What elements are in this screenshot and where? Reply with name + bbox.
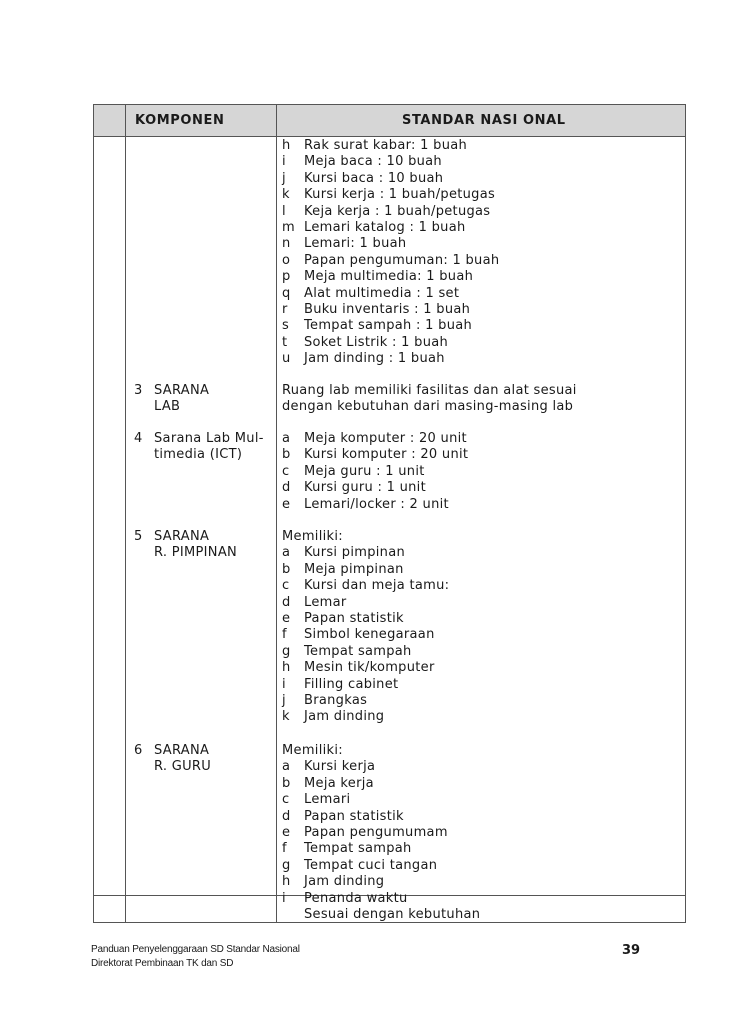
list-item: i Penanda waktu <box>282 890 408 906</box>
list-item: d Lemar <box>282 594 347 610</box>
column-divider <box>276 104 277 923</box>
list-item: i Meja baca : 10 buah <box>282 154 442 170</box>
list-item: c Meja guru : 1 unit <box>282 463 425 479</box>
list-item: n Lemari: 1 buah <box>282 236 407 252</box>
list-item: b Meja kerja <box>282 775 374 791</box>
list-item: r Buku inventaris : 1 buah <box>282 301 471 317</box>
section-component: SARANA R. PIMPINAN <box>154 529 238 561</box>
list-item: d Papan statistik <box>282 808 404 824</box>
list-item: f Tempat sampah <box>282 841 412 857</box>
section-number: 6 <box>134 743 143 758</box>
header-standar-nasional: STANDAR NASI ONAL <box>402 113 566 128</box>
page-number: 39 <box>622 943 641 958</box>
section-component: SARANA LAB <box>154 383 210 415</box>
list-item: a Kursi pimpinan <box>282 545 406 561</box>
list-item: a Kursi kerja <box>282 759 376 775</box>
list-item: f Simbol kenegaraan <box>282 627 435 643</box>
continued-item-list <box>282 138 499 367</box>
list-item: c Kursi dan meja tamu: <box>282 578 450 594</box>
list-item: k Kursi kerja : 1 buah/petugas <box>282 187 496 203</box>
list-item: j Kursi baca : 10 buah <box>282 170 444 186</box>
list-item: i Filling cabinet <box>282 676 399 692</box>
list-item: c Lemari <box>282 792 351 808</box>
list-item: p Meja multimedia: 1 buah <box>282 269 474 285</box>
list-item: o Papan pengumuman: 1 buah <box>282 252 500 268</box>
list-item: e Lemari/locker : 2 unit <box>282 496 449 512</box>
list-item: h Mesin tik/komputer <box>282 660 435 676</box>
section-item-list: Memiliki: a Kursi kerja b Meja kerja c Lemari d Papan statistik e Papan pengumumam f Tempat sampah g Tempat cuci tangan h Jam dinding i Penanda waktu Sesuai dengan kebutuhan <box>282 743 481 922</box>
list-item: q Alat multimedia : 1 set <box>282 285 460 301</box>
section-description: Ruang lab memiliki fasilitas dan alat sesuai dengan kebutuhan dari masing-masing lab <box>282 383 577 415</box>
list-item: e Papan pengumumam <box>282 824 448 840</box>
list-item: l Keja kerja : 1 buah/petugas <box>282 203 491 219</box>
list-item: g Tempat sampah <box>282 643 412 659</box>
list-item: m Lemari katalog : 1 buah <box>282 219 466 235</box>
list-item: g Tempat cuci tangan <box>282 857 438 873</box>
section-item-list: Memiliki: a Kursi pimpinan b Meja pimpinan c Kursi dan meja tamu: d Lemar e Papan statistik f Simbol kenegaraan g Tempat sampah h Mesin tik/komputer i Filling cabinet j Brangkas k Jam dinding <box>282 529 450 725</box>
list-item: a Meja komputer : 20 unit <box>282 431 467 446</box>
list-item: b Kursi komputer : 20 unit <box>282 447 469 463</box>
header-divider <box>93 136 686 137</box>
list-item: u Jam dinding : 1 buah <box>282 351 445 367</box>
section-item-list <box>282 431 468 513</box>
section-number: 5 <box>134 529 143 544</box>
header-komponen: KOMPONEN <box>135 113 225 128</box>
section-component: SARANA R. GURU <box>154 743 212 775</box>
page-footer <box>91 943 300 971</box>
section-component: Sarana Lab Mul- timedia (ICT) <box>154 431 264 463</box>
list-item: j Brangkas <box>282 692 368 708</box>
list-item: t Soket Listrik : 1 buah <box>282 334 449 350</box>
list-item: d Kursi guru : 1 unit <box>282 480 426 496</box>
footer-title: Panduan Penyelenggaraan SD Standar Nasional <box>91 944 300 955</box>
column-divider <box>125 104 126 923</box>
section-number: 4 <box>134 431 143 446</box>
list-item: k Jam dinding <box>282 709 385 725</box>
list-item: Sesuai dengan kebutuhan <box>304 906 481 922</box>
footer-subtitle: Direktorat Pembinaan TK dan SD <box>91 958 234 969</box>
list-item: h Rak surat kabar: 1 buah <box>282 138 468 153</box>
list-item: b Meja pimpinan <box>282 561 404 577</box>
list-item: h Jam dinding <box>282 874 385 890</box>
section-number: 3 <box>134 383 143 398</box>
list-item: e Papan statistik <box>282 610 404 626</box>
list-item: s Tempat sampah : 1 buah <box>282 318 473 334</box>
